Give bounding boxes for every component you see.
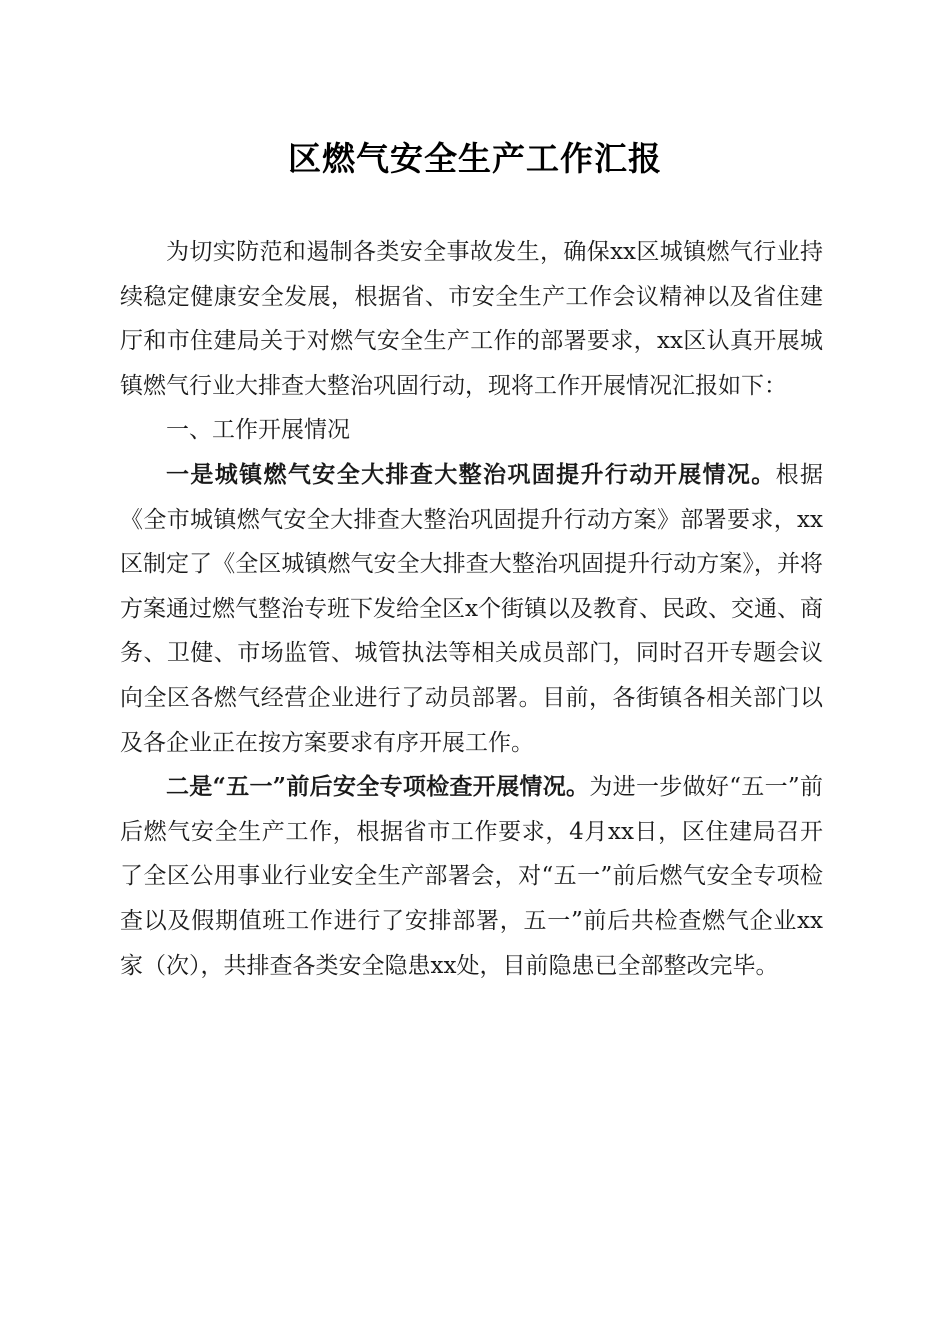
section-heading: 一、工作开展情况 xyxy=(166,417,350,444)
document-title: 区燃气安全生产工作汇报 xyxy=(288,139,662,178)
item2-paragraph xyxy=(120,765,823,988)
intro-paragraph: 为切实防范和遏制各类安全事故发生，确保xx区城镇燃气行业持续稳定健康安全发展，根据省、市安全生产工作会议精神以及省住建厅和市住建局关于对燃气安全生产工作的部署要求，xx区认真开展城镇燃气行业大排查大整治巩固行动，现将工作开展情况汇报如下： xyxy=(120,239,823,399)
item2-text: 为进一步做好“五一”前后燃气安全生产工作，根据省市工作要求，4月xx日，区住建局召开了全区公用事业行业安全生产部署会，对“五一”前后燃气安全专项检查以及假期值班工作进行了安排部署，五一”前后共检查燃气企业xx家（次），共排查各类安全隐患xx处，目前隐患已全部整改完毕。 xyxy=(120,774,823,979)
document-body xyxy=(120,230,823,988)
item1-paragraph xyxy=(120,453,823,765)
item1-lead: 一是城镇燃气安全大排查大整治巩固提升行动开展情况。 xyxy=(166,460,776,488)
item2-lead: 二是“五一”前后安全专项检查开展情况。 xyxy=(166,773,590,801)
item1-text: 根据《全市城镇燃气安全大排查大整治巩固提升行动方案》部署要求，xx区制定了《全区城镇燃气安全大排查大整治巩固提升行动方案》，并将方案通过燃气整治专班下发给全区x个街镇以及教育、民政、交通、商务、卫健、市场监管、城管执法等相关成员部门，同时召开专题会议向全区各燃气经营企业进行了动员部署。目前，各街镇各相关部门以及各企业正在按方案要求有序开展工作。 xyxy=(120,461,824,756)
